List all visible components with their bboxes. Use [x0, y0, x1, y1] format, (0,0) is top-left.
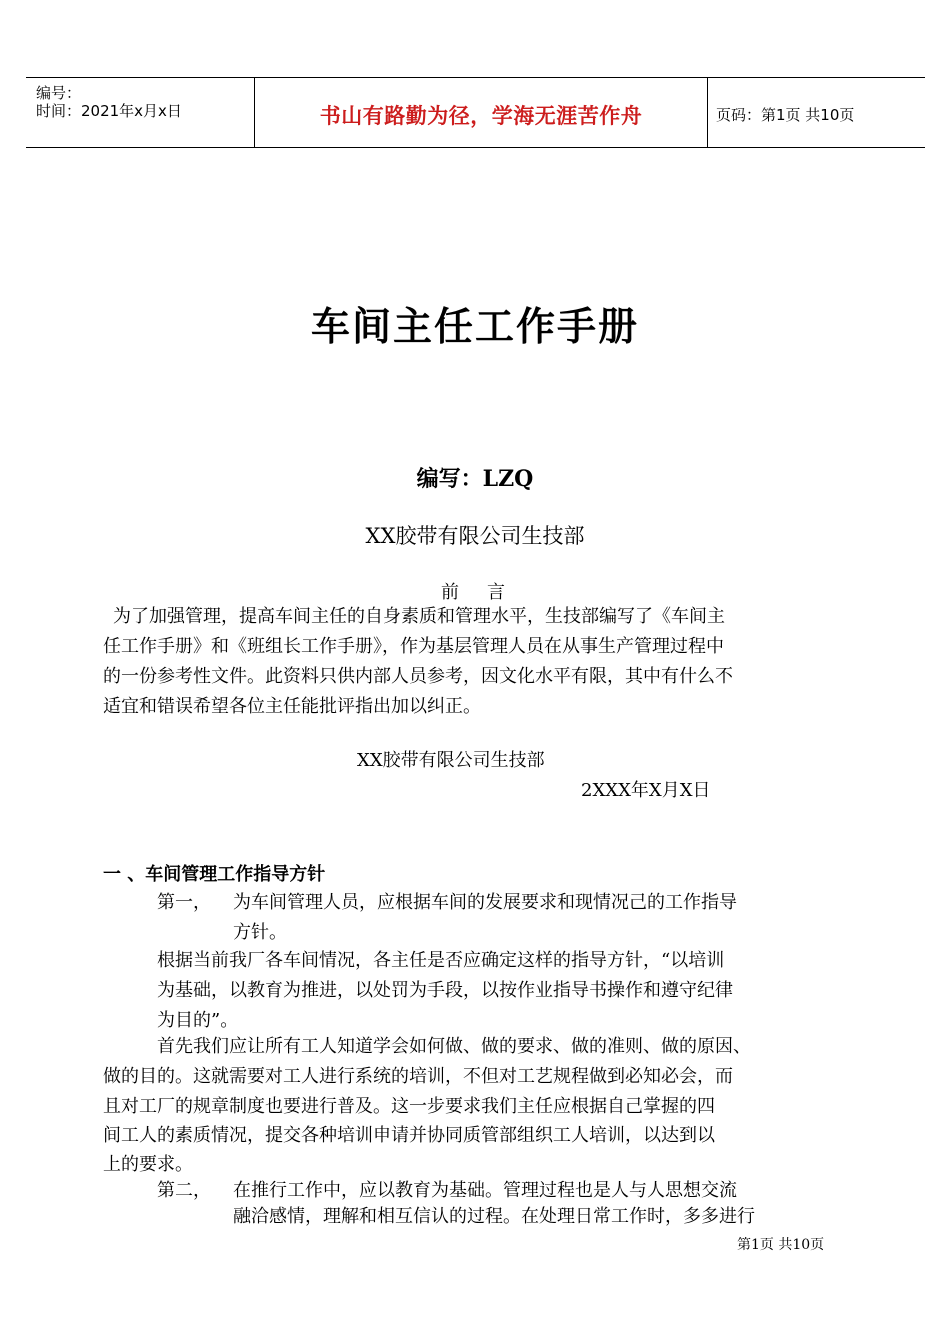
preface-sign-date: 2XXX年X月X日	[581, 780, 711, 801]
time-label: 时间：2021年x月x日	[36, 102, 182, 120]
preface-line: 的一份参考性文件。此资料只供内部人员参考，因文化水平有限，其中有什么不	[103, 666, 733, 687]
paragraph-line: 且对工厂的规章制度也要进行普及。这一步要求我们主任应根据自己掌握的四	[103, 1096, 715, 1117]
paragraph-line: 上的要求。	[103, 1154, 193, 1175]
paragraph-line: 为目的”。	[157, 1010, 239, 1031]
page-info: 页码：第1页 共10页	[716, 106, 855, 124]
header-motto-cell	[254, 78, 708, 147]
paragraph-line: 首先我们应让所有工人知道学会如何做、做的要求、做的准则、做的原因、	[157, 1036, 751, 1057]
motto: 书山有路勤为径，学海无涯苦作舟	[319, 104, 643, 128]
preface-line: 为了加强管理，提高车间主任的自身素质和管理水平，生技部编写了《车间主	[113, 606, 725, 627]
preface-line: 任工作手册》和《班组长工作手册》，作为基层管理人员在从事生产管理过程中	[103, 636, 724, 657]
document-title: 车间主任工作手册	[310, 305, 639, 350]
item-label: 第二，	[157, 1180, 211, 1201]
header-info-cell	[26, 78, 254, 147]
header-page-cell	[707, 78, 925, 147]
page-footer: 第1页 共10页	[737, 1237, 825, 1253]
preface-line: 适宜和错误希望各位主任能批评指出加以纠正。	[103, 696, 481, 717]
preface-sign-company: XX胶带有限公司生技部	[357, 750, 545, 771]
item-line: 为车间管理人员，应根据车间的发展要求和现情况己的工作指导	[233, 892, 737, 913]
item-line: 在推行工作中，应以教育为基础。管理过程也是人与人思想交流	[233, 1180, 737, 1201]
company: XX胶带有限公司生技部	[365, 524, 585, 548]
item-line: 方针。	[233, 922, 287, 943]
paragraph-line: 做的目的。这就需要对工人进行系统的培训，不但对工艺规程做到必知必会，而	[103, 1066, 733, 1087]
header-table	[26, 77, 925, 148]
preface-title: 前言	[441, 582, 533, 603]
paragraph-line: 根据当前我厂各车间情况，各主任是否应确定这样的指导方针，“以培训	[157, 950, 725, 971]
number-label: 编号：	[36, 84, 82, 102]
paragraph-line: 为基础，以教育为推进，以处罚为手段，以按作业指导书操作和遵守纪律	[157, 980, 733, 1001]
item-line: 融洽感情，理解和相互信认的过程。在处理日常工作时，多多进行	[233, 1206, 755, 1227]
item-label: 第一，	[157, 892, 211, 913]
section-heading: 一 、车间管理工作指导方针	[103, 864, 326, 885]
paragraph-line: 间工人的素质情况，提交各种培训申请并协同质管部组织工人培训，以达到以	[103, 1125, 715, 1146]
author: 编写：LZQ	[416, 466, 534, 492]
